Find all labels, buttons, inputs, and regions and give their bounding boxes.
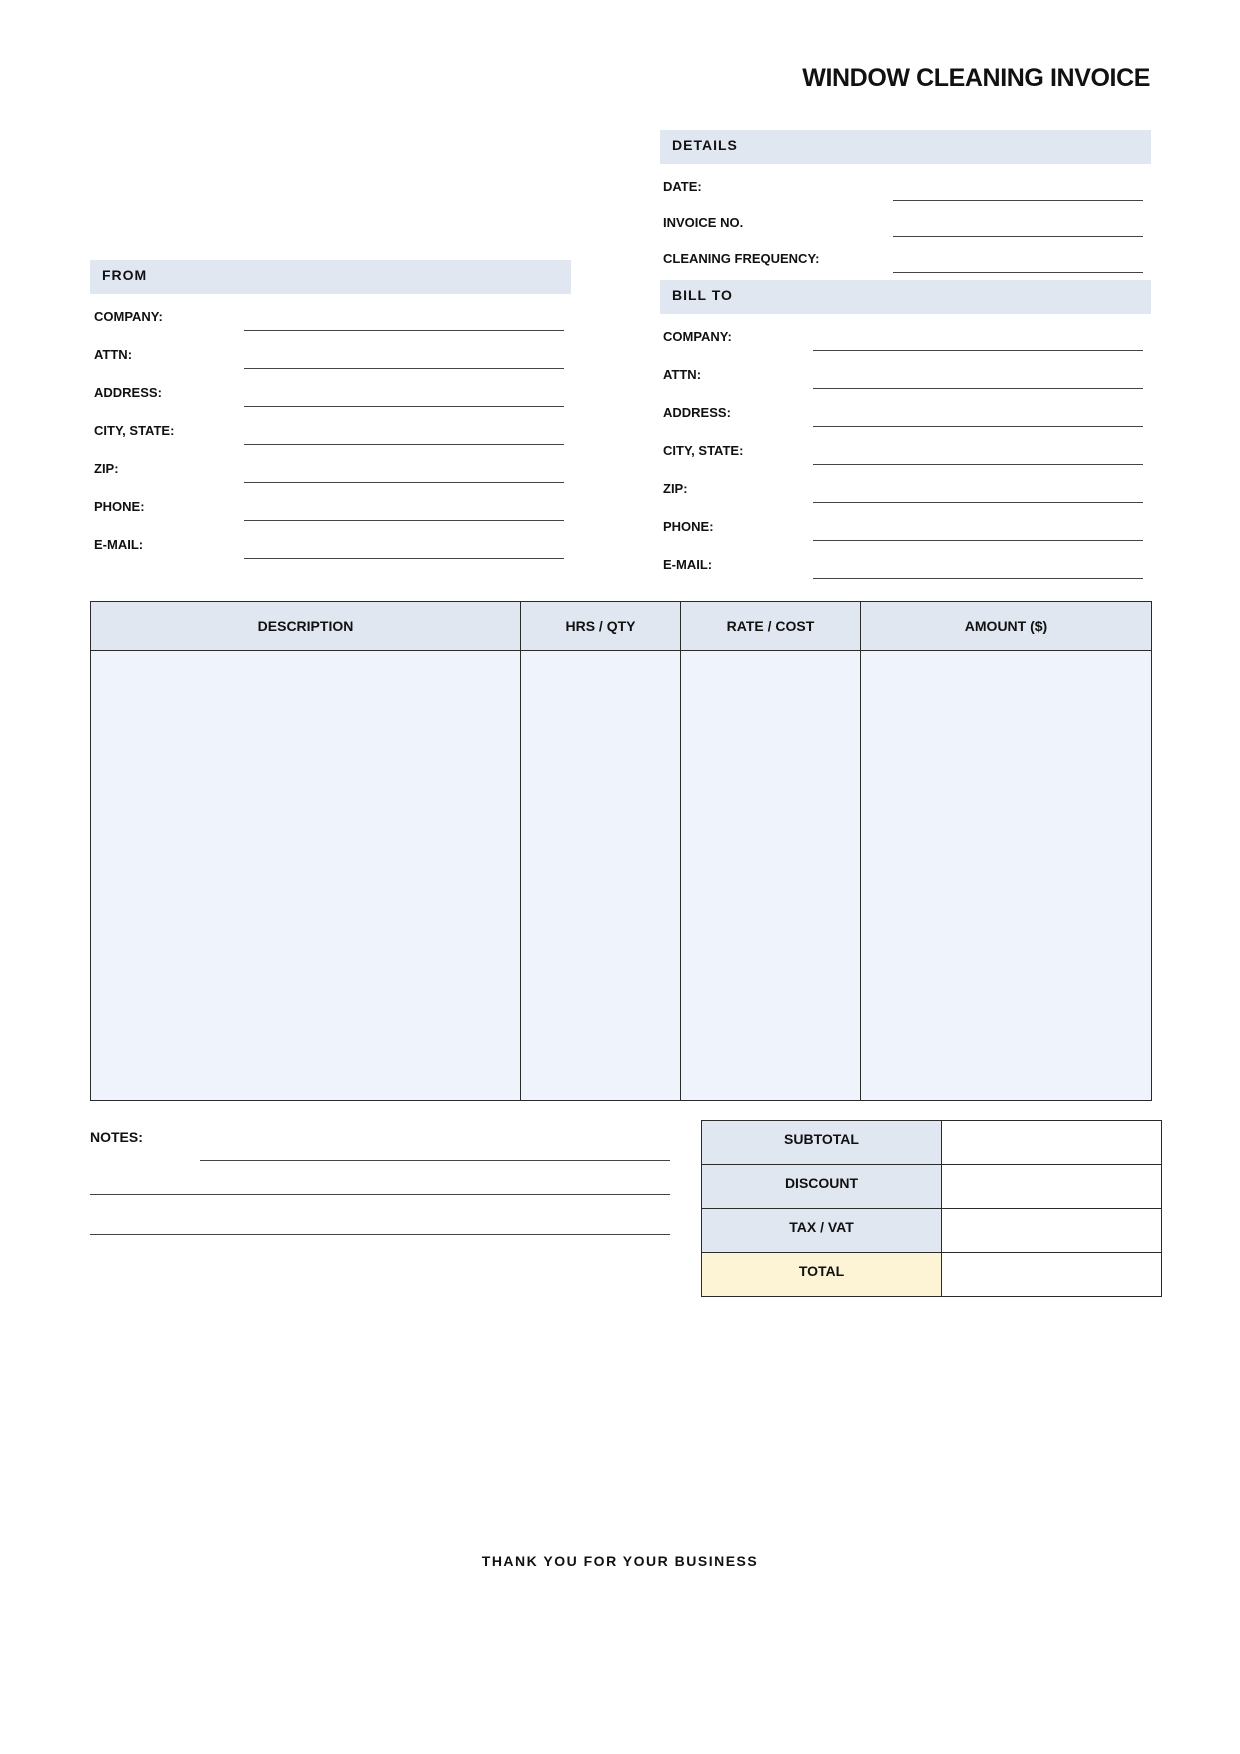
from-attn-field[interactable] [244,368,564,369]
details-invoice-no-label: INVOICE NO. [663,215,744,230]
description-cell[interactable] [91,651,521,1101]
bill-to-zip-field[interactable] [813,502,1143,503]
totals-table [701,1120,1162,1297]
subtotal-label: SUBTOTAL [702,1121,942,1165]
column-header-amount: AMOUNT ($) [861,602,1152,651]
bill-to-phone-label: PHONE: [663,519,714,534]
bill-to-company-field[interactable] [813,350,1143,351]
from-heading: FROM [90,260,571,294]
bill-to-attn-field[interactable] [813,388,1143,389]
bill-to-zip-label: ZIP: [663,481,688,496]
notes-line-2[interactable] [90,1194,670,1195]
hrs-qty-cell[interactable] [521,651,681,1101]
details-cleaning-frequency-label: CLEANING FREQUENCY: [663,251,820,266]
from-attn-label: ATTN: [94,347,133,362]
column-header-hrs-qty: HRS / QTY [521,602,681,651]
bill-to-email-label: E-MAIL: [663,557,713,572]
from-email-label: E-MAIL: [94,537,144,552]
column-header-description: DESCRIPTION [91,602,521,651]
total-label: TOTAL [702,1253,942,1297]
amount-cell[interactable] [861,651,1152,1101]
bill-to-phone-field[interactable] [813,540,1143,541]
bill-to-city-state-label: CITY, STATE: [663,443,744,458]
thank-you-footer: THANK YOU FOR YOUR BUSINESS [481,1553,759,1569]
notes-line-3[interactable] [90,1234,670,1235]
from-company-field[interactable] [244,330,564,331]
bill-to-address-field[interactable] [813,426,1143,427]
subtotal-value[interactable] [942,1121,1162,1165]
bill-to-address-label: ADDRESS: [663,405,731,420]
discount-value[interactable] [942,1165,1162,1209]
from-zip-field[interactable] [244,482,564,483]
details-heading: DETAILS [660,130,1151,164]
line-items-table [90,601,1152,1101]
tax-vat-value[interactable] [942,1209,1162,1253]
bill-to-company-label: COMPANY: [663,329,732,344]
tax-vat-label: TAX / VAT [702,1209,942,1253]
details-cleaning-frequency-field[interactable] [893,272,1143,273]
from-city-state-field[interactable] [244,444,564,445]
total-value[interactable] [942,1253,1162,1297]
details-date-label: DATE: [663,179,702,194]
bill-to-heading: BILL TO [660,280,1151,314]
from-phone-field[interactable] [244,520,564,521]
from-company-label: COMPANY: [94,309,163,324]
from-zip-label: ZIP: [94,461,119,476]
details-date-field[interactable] [893,200,1143,201]
invoice-title: WINDOW CLEANING INVOICE [802,64,1150,92]
column-header-rate-cost: RATE / COST [681,602,861,651]
notes-label: NOTES: [90,1129,143,1145]
rate-cost-cell[interactable] [681,651,861,1101]
details-invoice-no-field[interactable] [893,236,1143,237]
from-address-label: ADDRESS: [94,385,162,400]
notes-line-1[interactable] [200,1160,670,1161]
from-phone-label: PHONE: [94,499,145,514]
from-city-state-label: CITY, STATE: [94,423,175,438]
from-address-field[interactable] [244,406,564,407]
bill-to-city-state-field[interactable] [813,464,1143,465]
bill-to-email-field[interactable] [813,578,1143,579]
discount-label: DISCOUNT [702,1165,942,1209]
bill-to-attn-label: ATTN: [663,367,702,382]
from-email-field[interactable] [244,558,564,559]
